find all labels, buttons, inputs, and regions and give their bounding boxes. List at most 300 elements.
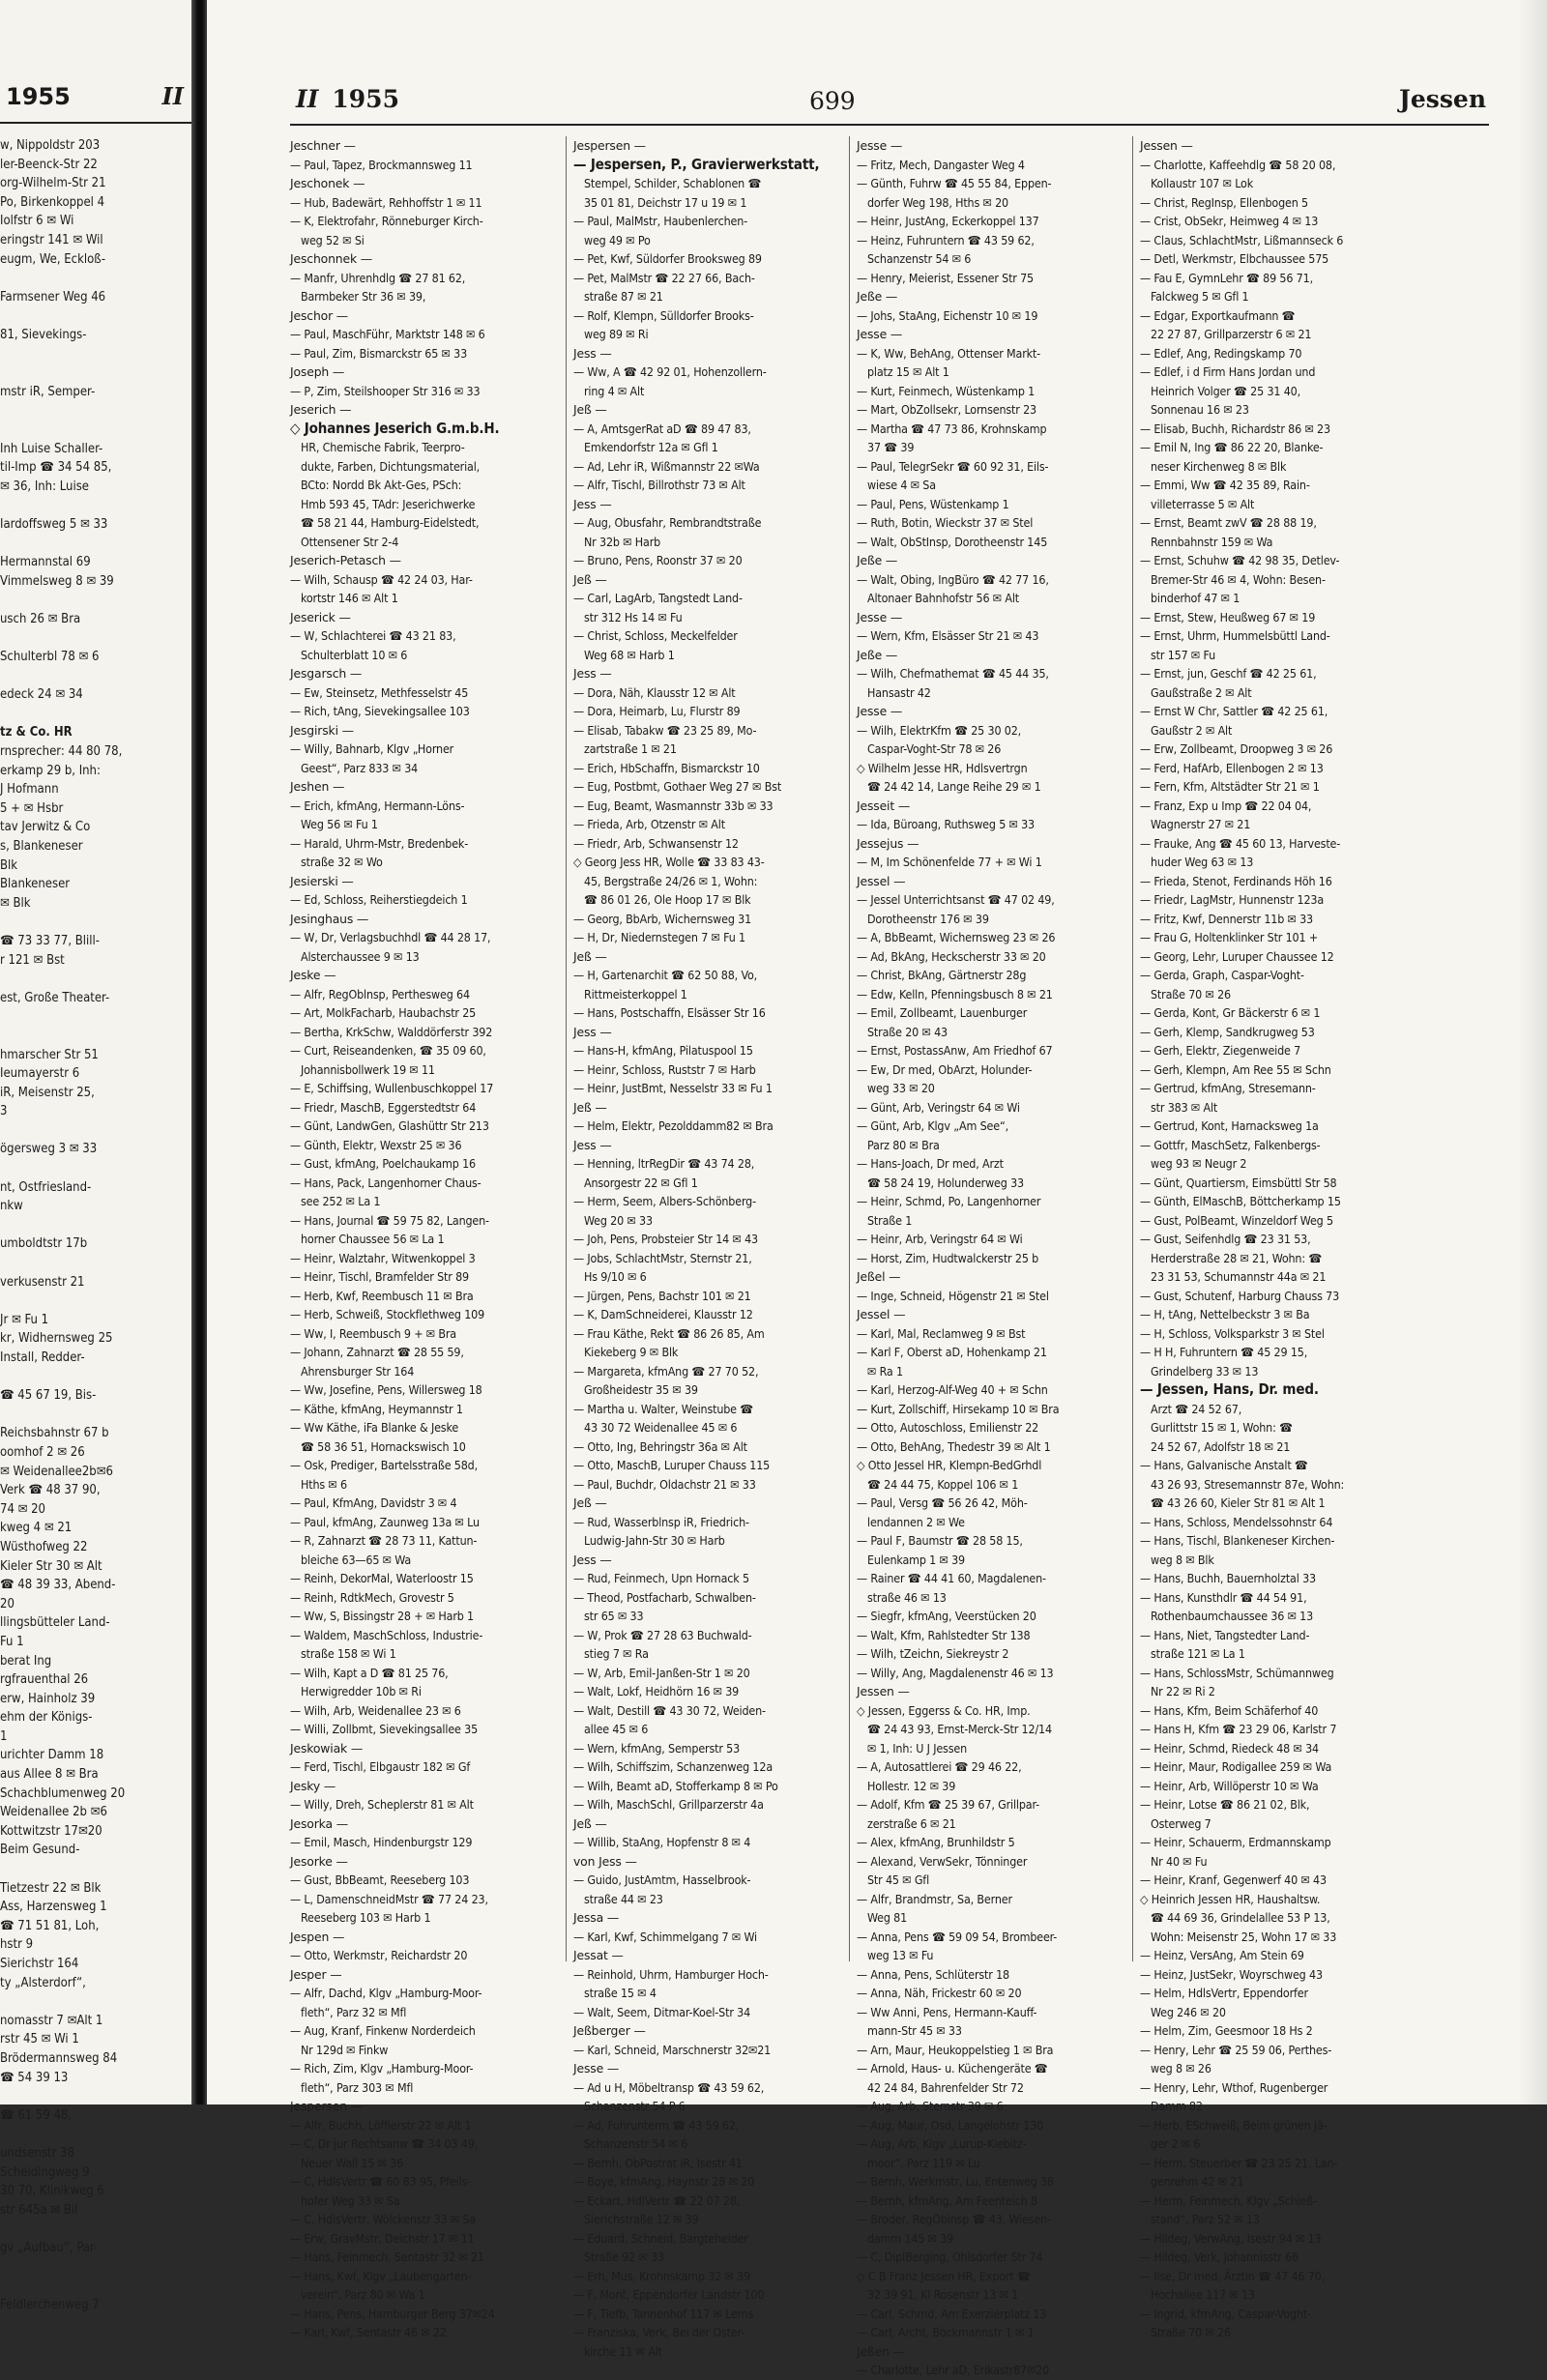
left-page-line: Iardoffsweg 5 ✉ 33 [0, 516, 108, 532]
directory-entry: — Ida, Büroang, Ruthsweg 5 ✉ 33 [857, 817, 1035, 831]
directory-entry: — Charlotte, Kaffeehdlg ☎ 58 20 08, [1140, 157, 1336, 172]
directory-entry: — Guido, JustAmtm, Hasselbrook- [573, 1872, 751, 1887]
left-page-line: est, Große Theater- [0, 990, 110, 1005]
directory-entry: ◇ Georg Jess HR, Wolle ☎ 33 83 43- [573, 855, 765, 869]
directory-entry: — P, Zim, Steilshooper Str 316 ✉ 33 [290, 383, 481, 398]
directory-entry: — Paul, TelegrSekr ☎ 60 92 31, Eils- [857, 458, 1049, 474]
directory-entry: — Gust, BbBeamt, Reeseberg 103 [290, 1872, 470, 1887]
left-page-line: str 645a ✉ Bil [0, 2202, 78, 2218]
entry-continuation: Ahrensburger Str 164 [290, 1363, 415, 1379]
entry-continuation: Emkendorfstr 12a ✉ Gfl 1 [573, 440, 718, 454]
left-page-line: kr, Widhernsweg 25 [0, 1331, 113, 1347]
column-divider [1132, 136, 1133, 1961]
directory-entry: — Gerda, Graph, Caspar-Voght- [1140, 968, 1304, 982]
entry-continuation: 45, Bergstraße 24/26 ✉ 1, Wohn: [573, 873, 758, 888]
left-page-line [0, 1216, 191, 1235]
directory-entry: — Otto, BehAng, Thedestr 39 ✉ Alt 1 [857, 1438, 1051, 1454]
surname-heading: Jeßberger — [573, 2023, 646, 2038]
directory-entry: — Hans, Kwf, Klgv „Laubengarten- [290, 2268, 472, 2283]
directory-entry: — Friedr, Arb, Schwansenstr 12 [573, 835, 739, 851]
entry-continuation: Altonaer Bahnhofstr 56 ✉ Alt [857, 591, 1019, 605]
directory-entry: — W, Dr, Verlagsbuchhdl ☎ 44 28 17, [290, 930, 491, 944]
directory-entry: — Martha ☎ 47 73 86, Krohnskamp [857, 421, 1047, 436]
entry-continuation: Caspar-Voght-Str 78 ✉ 26 [857, 741, 1002, 756]
directory-entry: — Hans, Journal ☎ 59 75 82, Langen- [290, 1212, 489, 1228]
entry-continuation: Gurlittstr 15 ✉ 1, Wohn: ☎ [1140, 1420, 1293, 1435]
entry-continuation: fleth“, Parz 303 ✉ Mfl [290, 2079, 414, 2095]
left-page-line: Wüsthofweg 22 [0, 1539, 88, 1554]
entry-continuation: straße 46 ✉ 13 [857, 1589, 947, 1605]
entry-continuation: ☎ 24 44 75, Koppel 106 ✉ 1 [857, 1476, 1019, 1492]
surname-heading: Jess — [573, 1137, 612, 1152]
directory-entry: — Willy, Bahnarb, Klgv „Horner [290, 741, 454, 756]
directory-entry: — Gerh, Elektr, Ziegenweide 7 [1140, 1043, 1301, 1058]
directory-entry: — Gust, Schutenf, Harburg Chauss 73 [1140, 1288, 1340, 1303]
directory-entry: — Ernst, PostassAnw, Am Friedhof 67 [857, 1043, 1053, 1058]
directory-entry: — L, DamenschneidMstr ☎ 77 24 23, [290, 1891, 488, 1906]
directory-entry: — Reinhold, Uhrm, Hamburger Hoch- [573, 1966, 769, 1982]
directory-entry: — Hans, Buchh, Bauernholztal 33 [1140, 1571, 1316, 1585]
directory-entry: — Jobs, SchlachtMstr, Sternstr 21, [573, 1250, 752, 1265]
entry-continuation: straße 44 ✉ 23 [573, 1891, 663, 1906]
directory-entry: — Günth, ElMaschB, Böttcherkamp 15 [1140, 1194, 1341, 1208]
directory-entry: — Franz, Exp u Imp ☎ 22 04 04, [1140, 798, 1312, 813]
directory-entry: — Herb, ESchweiß, Beim grünen Jä- [1140, 2117, 1328, 2133]
entry-continuation: damm 145 ✉ 39 [857, 2230, 954, 2246]
directory-entry: — Hans, Pack, Langenhorner Chaus- [290, 1175, 482, 1190]
entry-continuation: Barmbeker Str 36 ✉ 39, [290, 289, 426, 304]
surname-heading: Jeße — [857, 647, 898, 662]
entry-continuation: Eulenkamp 1 ✉ 39 [857, 1552, 965, 1567]
directory-entry: — Elisab, Buchh, Richardstr 86 ✉ 23 [1140, 421, 1330, 436]
left-page-line: eringstr 141 ✉ Wil [0, 232, 103, 247]
directory-entry: — Bernh, ObPostrat iR, Isestr 41 [573, 2155, 743, 2170]
directory-entry: — Kurt, Zollschiff, Hirsekamp 10 ✉ Bra [857, 1401, 1060, 1416]
directory-entry: — Aug, Kranf, Finkenw Norderdeich [290, 2023, 476, 2038]
entry-continuation: Hs 9/10 ✉ 6 [573, 1269, 647, 1284]
directory-entry: — Walt, Lokf, Heidhörn 16 ✉ 39 [573, 1684, 740, 1698]
directory-entry: ◇ C B Franz Jessen HR, Export ☎ [857, 2268, 1031, 2283]
entry-continuation: moor“, Parz 119 ✉ Lu [857, 2155, 980, 2170]
directory-entry: — Otto, Autoschloss, Emilienstr 22 [857, 1420, 1039, 1435]
directory-entry: — H, Dr, Niedernstegen 7 ✉ Fu 1 [573, 930, 745, 944]
entry-continuation: dorfer Weg 198, Hths ✉ 20 [857, 194, 1008, 210]
entry-continuation: zerstraße 6 ✉ 21 [857, 1815, 956, 1831]
entry-continuation: Weg 68 ✉ Harb 1 [573, 647, 675, 662]
left-page-line [0, 1292, 191, 1311]
directory-entry: — Christ, Schloss, Meckelfelder [573, 628, 738, 643]
header-volume [296, 85, 399, 113]
directory-entry: — Paul, Tapez, Brockmannsweg 11 [290, 157, 473, 172]
directory-entry: — Günt, Arb, Klgv „Am See“, [857, 1118, 1008, 1133]
surname-heading: Jesse — [857, 138, 903, 153]
entry-continuation: Nr 129d ✉ Finkw [290, 2042, 389, 2057]
directory-entry: — Karl, Mal, Reclamweg 9 ✉ Bst [857, 1325, 1026, 1341]
directory-entry: — Ferd, HafArb, Ellenbogen 2 ✉ 13 [1140, 760, 1324, 775]
directory-entry: ◇ Otto Jessel HR, Klempn-BedGrhdl [857, 1458, 1042, 1472]
directory-entry: — Aug, Obusfahr, Rembrandtstraße [573, 515, 762, 530]
left-page-line [0, 2277, 191, 2296]
directory-entry: — Walt, Seem, Ditmar-Koel-Str 34 [573, 2004, 751, 2019]
directory-entry: — Erh, Mus, Krohnskamp 32 ✉ 39 [573, 2268, 751, 2283]
left-page-line: ☎ 73 33 77, Blill- [0, 933, 101, 948]
page-header [207, 79, 1547, 118]
entry-continuation: straße 158 ✉ Wi 1 [290, 1646, 396, 1661]
directory-entry: — Manfr, Uhrenhdlg ☎ 27 81 62, [290, 270, 466, 285]
left-page-line [0, 667, 191, 686]
directory-entry: — Ed, Schloss, Reiherstiegdeich 1 [290, 892, 468, 907]
directory-entry: — Charlotte, Lehr aD, Erikastr87✉20 [857, 2363, 1050, 2377]
directory-entry: — Broder, RegOblnsp ☎ 43, Wiesen- [857, 2212, 1051, 2226]
surname-heading: Jeske — [290, 968, 336, 982]
directory-entry: — Aug, Maur, Osd, Langelohstr 130 [857, 2117, 1044, 2133]
directory-entry: — Reinh, RdtkMech, Grovestr 5 [290, 1589, 454, 1605]
entry-continuation: Rittmeisterkoppel 1 [573, 986, 687, 1001]
left-page-line: usch 26 ✉ Bra [0, 611, 81, 626]
entry-continuation: 32 39 91, Kl Rosenstr 13 ✉ 1 [857, 2287, 1019, 2302]
entry-continuation: Herderstraße 28 ✉ 21, Wohn: ☎ [1140, 1250, 1323, 1265]
left-page-line: berat Ing [0, 1653, 52, 1669]
directory-entry: — Ww Käthe, iFa Blanke & Jeske [290, 1420, 459, 1435]
directory-entry: — Henry, Lehr ☎ 25 59 06, Perthes- [1140, 2042, 1332, 2057]
directory-entry: — Edgar, Exportkaufmann ☎ [1140, 307, 1296, 323]
directory-entry: — Johs, StaAng, Eichenstr 10 ✉ 19 [857, 307, 1038, 323]
directory-entry: — Adolf, Kfm ☎ 25 39 67, Grillpar- [857, 1797, 1039, 1812]
directory-entry: — Theod, Postfacharb, Schwalben- [573, 1589, 756, 1605]
directory-entry: — Heinr, Schmd, Riedeck 48 ✉ 34 [1140, 1740, 1319, 1756]
directory-entry: — Paul, MalMstr, Haubenlerchen- [573, 214, 747, 228]
entry-continuation: 35 01 81, Deichstr 17 u 19 ✉ 1 [573, 194, 747, 210]
directory-entry: — Günt, LandwGen, Glashüttr Str 213 [290, 1118, 489, 1133]
entry-continuation: binderhof 47 ✉ 1 [1140, 591, 1241, 605]
left-page-line: umboldtstr 17b [0, 1236, 88, 1252]
directory-entry: — Paul, KfmAng, Davidstr 3 ✉ 4 [290, 1495, 457, 1510]
directory-entry: — Arnold, Haus- u. Küchengeräte ☎ [857, 2061, 1048, 2075]
left-page-line: hstr 9 [0, 1937, 34, 1953]
entry-continuation: ☎ 44 69 36, Grindelallee 53 P 13, [1140, 1910, 1330, 1925]
directory-entry: — Aug, Arb, Klgv „Lurup-Kiebitz- [857, 2136, 1027, 2151]
entry-continuation: dukte, Farben, Dichtungsmaterial, [290, 458, 481, 474]
directory-entry: — Hans H, Kfm ☎ 23 29 06, Karlstr 7 [1140, 1722, 1337, 1736]
directory-entry: — Ww, Josefine, Pens, Willersweg 18 [290, 1382, 482, 1397]
entry-continuation: Parz 80 ✉ Bra [857, 1137, 940, 1152]
directory-entry: — Alfr, Buchh, Löfflerstr 22 ✉ Alt 1 [290, 2117, 472, 2133]
directory-entry: — Fritz, Kwf, Dennerstr 11b ✉ 33 [1140, 911, 1313, 926]
directory-entry: — Ruth, Botin, Wieckstr 37 ✉ Stel [857, 515, 1034, 530]
directory-entry: — H H, Fuhruntern ☎ 45 29 15, [1140, 1345, 1308, 1359]
directory-entry: — Herm, Steuerber ☎ 23 25 21, Lan- [1140, 2155, 1338, 2170]
directory-entry: ◇ Jessen, Eggerss & Co. HR, Imp. [857, 1702, 1031, 1718]
header-roman: II [296, 85, 319, 113]
directory-entry: — Hildeg, Verk, Johannisstr 66 [1140, 2249, 1299, 2264]
surname-heading: Jeshen — [290, 779, 345, 794]
directory-entry: — E, Schiffsing, Wullenbuschkoppel 17 [290, 1081, 494, 1095]
directory-entry: — Ernst W Chr, Sattler ☎ 42 25 61, [1140, 704, 1328, 718]
surname-heading: Jeschonnek — [290, 251, 373, 266]
directory-entry: ◇ Wilhelm Jesse HR, Hdlsvertrgn [857, 760, 1028, 775]
entry-continuation: HR, Chemische Fabrik, Teerpro- [290, 440, 465, 454]
directory-entry: — Jessen, Hans, Dr. med. [1140, 1380, 1319, 1398]
surname-heading: Jesorka — [290, 1815, 348, 1831]
directory-entry: — Carl, Archt, Böckmannstr 1 ✉ 1 [857, 2325, 1035, 2339]
left-page-line: ☎ 71 51 81, Loh, [0, 1918, 100, 1933]
surname-heading: Jeße — [857, 553, 898, 567]
left-page-line: tav Jerwitz & Co [0, 820, 91, 835]
directory-entry: — Horst, Zim, Hudtwalckerstr 25 b [857, 1250, 1039, 1265]
surname-heading: Jespen — [290, 1929, 345, 1944]
entry-continuation: Weg 81 [857, 1910, 908, 1925]
surname-heading: Jess — [573, 1552, 612, 1567]
surname-heading: Jesorke — [290, 1853, 348, 1869]
directory-entry: — Frau Käthe, Rekt ☎ 86 26 85, Am [573, 1325, 765, 1341]
left-page-line: Fu 1 [0, 1634, 24, 1649]
entry-continuation: genrehm 42 ✉ 21 [1140, 2174, 1244, 2189]
directory-entry: — Hub, Badewärt, Rehhoffstr 1 ✉ 11 [290, 194, 482, 210]
entry-continuation: Straße 1 [857, 1212, 913, 1228]
entry-continuation: Straße 20 ✉ 43 [857, 1024, 948, 1039]
directory-entry: — Wilh, Schiffszim, Schanzenweg 12a [573, 1759, 773, 1774]
left-page-line: ty „Alsterdorf“, [0, 1975, 86, 1990]
directory-entry: — Helm, Elektr, Pezolddamm82 ✉ Bra [573, 1118, 774, 1133]
directory-entry: — Herm, Feinmech, Klgv „Schieß- [1140, 2192, 1318, 2208]
directory-entry: — Eug, Postbmt, Gothaer Weg 27 ✉ Bst [573, 779, 782, 794]
directory-entry: — Dora, Heimarb, Lu, Flurstr 89 [573, 704, 741, 718]
directory-entry: — Emil, Masch, Hindenburgstr 129 [290, 1835, 473, 1849]
entry-continuation: ✉ Ra 1 [857, 1363, 903, 1379]
entry-continuation: straße 87 ✉ 21 [573, 289, 663, 304]
right-page [207, 0, 1547, 2377]
directory-entry: — Herb, Schweiß, Stockflethweg 109 [290, 1307, 485, 1321]
directory-entry: — Osk, Prediger, Bartelsstraße 58d, [290, 1458, 479, 1472]
left-page-line: Vimmelsweg 8 ✉ 39 [0, 573, 114, 589]
directory-entry: — Mart, ObZollsekr, Lornsenstr 23 [857, 402, 1036, 417]
surname-heading: Jesse — [857, 704, 903, 718]
surname-heading: Jeß — [573, 1815, 607, 1831]
entry-continuation: Straße 70 ✉ 26 [1140, 2325, 1231, 2339]
surname-heading: Jesper — [290, 1966, 342, 1982]
directory-entry: — Wilh, Kapt a D ☎ 81 25 76, [290, 1665, 449, 1680]
left-page-year: 1955 [6, 83, 71, 110]
surname-heading: Jesseit — [857, 798, 911, 813]
directory-entry: — Frau G, Holtenklinker Str 101 + [1140, 930, 1319, 944]
entry-continuation: Kollaustr 107 ✉ Lok [1140, 176, 1254, 190]
entry-continuation: 42 24 84, Bahrenfelder Str 72 [857, 2079, 1024, 2095]
entry-continuation: neser Kirchenweg 8 ✉ Blk [1140, 458, 1287, 474]
directory-entry: — Rich, tAng, Sievekingsallee 103 [290, 704, 470, 718]
directory-entry: — Heinr, Lotse ☎ 86 21 02, Blk, [1140, 1797, 1310, 1812]
directory-entry: — Alfr, Brandmstr, Sa, Berner [857, 1891, 1012, 1906]
directory-entry: — W, Arb, Emil-Janßen-Str 1 ✉ 20 [573, 1665, 750, 1680]
surname-heading: Jeß — [573, 1495, 607, 1510]
directory-entry: — Ww, I, Reembusch 9 + ✉ Bra [290, 1325, 456, 1341]
directory-entry: — Alfr, RegOblnsp, Perthesweg 64 [290, 986, 470, 1001]
directory-entry: — Gertrud, Kont, Harnacksweg 1a [1140, 1118, 1319, 1133]
directory-entry: — Carl, LagArb, Tangstedt Land- [573, 591, 743, 605]
surname-heading: Jessejus — [857, 835, 919, 851]
directory-entry: — Ernst, Uhrm, Hummelsbüttl Land- [1140, 628, 1330, 643]
left-page-line: ✉ Weidenallee2b✉6 [0, 1464, 113, 1479]
directory-entry: — Jespersen, P., Gravierwerkstatt, [573, 155, 820, 173]
left-page-line: aus Allee 8 ✉ Bra [0, 1767, 99, 1783]
directory-entry: — Friedr, MaschB, Eggerstedtstr 64 [290, 1099, 477, 1115]
directory-entry: — Ew, Steinsetz, Methfesselstr 45 [290, 684, 469, 700]
left-page-line: Sierichstr 164 [0, 1957, 79, 1971]
directory-entry: — C, Dr jur Rechtsanw ☎ 34 03 49, [290, 2136, 479, 2151]
directory-entry: — Karl, Schneid, Marschnerstr 32✉21 [573, 2042, 772, 2057]
entry-continuation: platz 15 ✉ Alt 1 [857, 364, 949, 379]
directory-entry: — K, Ww, BehAng, Ottenser Markt- [857, 345, 1041, 361]
directory-entry: — Ad, Fuhrunterm ☎ 43 59 62, [573, 2117, 740, 2133]
directory-entry: — Bernh, Werkmstr, Lu, Entenweg 38 [857, 2174, 1054, 2189]
directory-entry: — Georg, Lehr, Luruper Chaussee 12 [1140, 948, 1334, 964]
entry-continuation: Nr 40 ✉ Fu [1140, 1853, 1208, 1869]
left-page-line: oomhof 2 ✉ 26 [0, 1444, 85, 1460]
entry-continuation: Sonnenau 16 ✉ 23 [1140, 402, 1249, 417]
directory-entry: — Alex, kfmAng, Brunhildstr 5 [857, 1835, 1015, 1849]
surname-heading: Jeserick — [290, 609, 351, 624]
directory-entry: ◇ Heinrich Jessen HR, Haushaltsw. [1140, 1891, 1321, 1906]
entry-continuation: Wohn: Meisenstr 25, Wohn 17 ✉ 33 [1140, 1929, 1337, 1944]
left-page-line: ögersweg 3 ✉ 33 [0, 1142, 98, 1157]
left-page-line [0, 591, 191, 610]
directory-entry: ◇ Johannes Jeserich G.m.b.H. [290, 419, 500, 437]
directory-entry: — Emmi, Ww ☎ 42 35 89, Rain- [1140, 478, 1310, 492]
left-page-line: w, Nippoldstr 203 [0, 138, 101, 153]
directory-entry: — Eduard, Schneid, Bargteheider [573, 2230, 748, 2246]
directory-entry: — K, Elektrofahr, Rönneburger Kirch- [290, 214, 483, 228]
entry-continuation: 22 27 87, Grillparzerstr 6 ✉ 21 [1140, 327, 1312, 341]
surname-heading: Jeserich-Petasch — [290, 553, 401, 567]
entry-continuation: Wagnerstr 27 ✉ 21 [1140, 817, 1251, 831]
directory-entry: — Margareta, kfmAng ☎ 27 70 52, [573, 1363, 759, 1379]
surname-heading: Jess — [573, 1024, 612, 1039]
left-page-line: 3 [0, 1104, 8, 1119]
directory-entry: — Günt, Quartiersm, Eimsbüttl Str 58 [1140, 1175, 1337, 1190]
directory-entry: — Heinz, JustSekr, Woyrschweg 43 [1140, 1966, 1323, 1982]
entry-continuation: Hollestr. 12 ✉ 39 [857, 1778, 956, 1793]
surname-heading: Jess — [573, 496, 612, 511]
entry-continuation: straße 15 ✉ 4 [573, 1986, 657, 2000]
entry-continuation: Stempel, Schilder, Schablonen ☎ [573, 176, 762, 190]
left-page-line: 20 [0, 1596, 15, 1611]
entry-continuation: Weg 56 ✉ Fu 1 [290, 817, 378, 831]
surname-heading: Jesinghaus — [290, 911, 369, 926]
surname-heading: Jessa — [573, 1910, 620, 1925]
surname-heading: Jesgarsch — [290, 666, 363, 681]
entry-continuation: Ottensener Str 2-4 [290, 534, 399, 549]
left-page-line [0, 2087, 191, 2106]
directory-entry: — Wern, Kfm, Elsässer Str 21 ✉ 43 [857, 628, 1039, 643]
directory-entry: — Hans, Niet, Tangstedter Land- [1140, 1627, 1310, 1642]
directory-entry: — Bertha, KrkSchw, Walddörferstr 392 [290, 1024, 493, 1039]
left-page-line: Install, Redder- [0, 1350, 85, 1365]
directory-entry: — Heinr, Tischl, Bramfelder Str 89 [290, 1269, 469, 1284]
directory-entry: — Willy, Dreh, Scheplerstr 81 ✉ Alt [290, 1797, 474, 1812]
directory-entry: — Heinz, VersAng, Am Stein 69 [1140, 1948, 1304, 1962]
surname-heading: Jeserich — [290, 402, 352, 417]
directory-entry: — Helm, HdlsVertr, Eppendorfer [1140, 1986, 1308, 2000]
left-page-line [0, 534, 191, 553]
left-page-line: mstr iR, Semper- [0, 384, 96, 399]
directory-entry: — Ferd, Tischl, Elbgaustr 182 ✉ Gf [290, 1759, 471, 1774]
directory-entry: — Hans, Tischl, Blankeneser Kirchen- [1140, 1533, 1335, 1548]
entry-continuation: ring 4 ✉ Alt [573, 383, 645, 398]
directory-entry: — Rud, Feinmech, Upn Hornack 5 [573, 1571, 749, 1585]
directory-entry: — Bruno, Pens, Roonstr 37 ✉ 20 [573, 553, 743, 567]
entry-continuation: Gaußstraße 2 ✉ Alt [1140, 684, 1252, 700]
left-page-line [0, 1992, 191, 2012]
directory-entry: — Erw, Zollbeamt, Droopweg 3 ✉ 26 [1140, 741, 1333, 756]
left-page-line: eugm, We, Eckloß- [0, 251, 106, 267]
directory-entry: — Heinz, Fuhruntern ☎ 43 59 62, [857, 232, 1035, 247]
directory-entry: — K, DamSchneiderei, Klausstr 12 [573, 1307, 753, 1321]
left-page-line: ☎ 48 39 33, Abend- [0, 1578, 116, 1593]
directory-entry: — Ernst, jun, Geschf ☎ 42 25 61, [1140, 666, 1317, 681]
directory-entry: — Karl F, Oberst aD, Hohenkamp 21 [857, 1345, 1047, 1359]
surname-heading: Jeß — [573, 402, 607, 417]
left-page-line: erw, Hainholz 39 [0, 1691, 96, 1706]
directory-entry: — Hans, Feinmech, Sentastr 32 ✉ 21 [290, 2249, 484, 2264]
entry-continuation: weg 13 ✉ Fu [857, 1948, 934, 1962]
left-page-line: Schulterbl 78 ✉ 6 [0, 650, 100, 665]
directory-entry: — H, Schloss, Volksparkstr 3 ✉ Stel [1140, 1325, 1325, 1341]
left-page-line: iR, Meisenstr 25, [0, 1085, 95, 1100]
directory-entry: — Karl, Kwf, Schimmelgang 7 ✉ Wi [573, 1929, 757, 1944]
directory-entry: — Paul, Pens, Wüstenkamp 1 [857, 496, 1009, 511]
header-rule [290, 124, 1489, 126]
entry-continuation: ☎ 86 01 26, Ole Hoop 17 ✉ Blk [573, 892, 751, 907]
directory-entry: — W, Schlachterei ☎ 43 21 83, [290, 628, 456, 643]
left-page-line [0, 1368, 191, 1387]
directory-entry: — Ingrid, kfmAng, Caspar-Voght- [1140, 2306, 1311, 2321]
directory-entry: — Käthe, kfmAng, Heymannstr 1 [290, 1401, 463, 1416]
directory-entry: — Aug, Arb, Sternstr 39 ✉ 6 [857, 2099, 1004, 2113]
directory-entry: — Gertrud, kfmAng, Stresemann- [1140, 1081, 1316, 1095]
directory-entry: — Jessel Unterrichtsanst ☎ 47 02 49, [857, 892, 1055, 907]
entry-continuation: Reeseberg 103 ✉ Harb 1 [290, 1910, 431, 1925]
directory-entry: — Heinr, Schloss, Ruststr 7 ✉ Harb [573, 1061, 756, 1077]
left-page-line [0, 913, 191, 932]
surname-heading: Jesse — [857, 327, 903, 341]
entry-continuation: Nr 22 ✉ Ri 2 [1140, 1684, 1215, 1698]
left-page-line: til-Imp ☎ 34 54 85, [0, 460, 112, 476]
left-page-line: ✉ 36, Inh: Luise [0, 479, 89, 494]
directory-entry: — Rich, Zim, Klgv „Hamburg-Moor- [290, 2061, 474, 2075]
surname-heading: Jessen — [857, 1684, 910, 1698]
directory-entry: — Rainer ☎ 44 41 60, Magdalenen- [857, 1571, 1046, 1585]
entry-continuation: hofer Weg 33 ✉ Sa [290, 2192, 400, 2208]
entry-continuation: ✉ 1, Inh: U J Jessen [857, 1740, 967, 1756]
left-page-line [0, 970, 191, 989]
directory-entry: — Ad u H, Möbeltransp ☎ 43 59 62, [573, 2079, 765, 2095]
left-page-line: kweg 4 ✉ 21 [0, 1521, 73, 1536]
directory-entry: — Ad, BkAng, Heckscherstr 33 ✉ 20 [857, 948, 1046, 964]
entry-continuation: ☎ 58 36 51, Hornackswisch 10 [290, 1438, 466, 1454]
directory-entry: — Boye, kfmAng, Haynstr 28 ✉ 20 [573, 2174, 755, 2189]
column-2 [573, 136, 841, 2361]
entry-continuation: Alsterchaussee 9 ✉ 13 [290, 948, 420, 964]
left-page-line: Ass, Harzensweg 1 [0, 1900, 107, 1915]
directory-entry: — Herm, Seem, Albers-Schönberg- [573, 1194, 756, 1208]
entry-continuation: Arzt ☎ 24 52 67, [1140, 1401, 1242, 1416]
entry-continuation: ☎ 58 21 44, Hamburg-Eidelstedt, [290, 515, 480, 530]
entry-continuation: Grindelberg 33 ✉ 13 [1140, 1363, 1259, 1379]
entry-continuation: 23 31 53, Schumannstr 44a ✉ 21 [1140, 1269, 1327, 1284]
directory-entry: — Henning, ltrRegDir ☎ 43 74 28, [573, 1156, 755, 1171]
left-page-line [0, 2125, 191, 2144]
left-page-text [0, 136, 191, 2314]
directory-entry: — Heinr, Arb, Willöperstr 10 ✉ Wa [1140, 1778, 1319, 1793]
